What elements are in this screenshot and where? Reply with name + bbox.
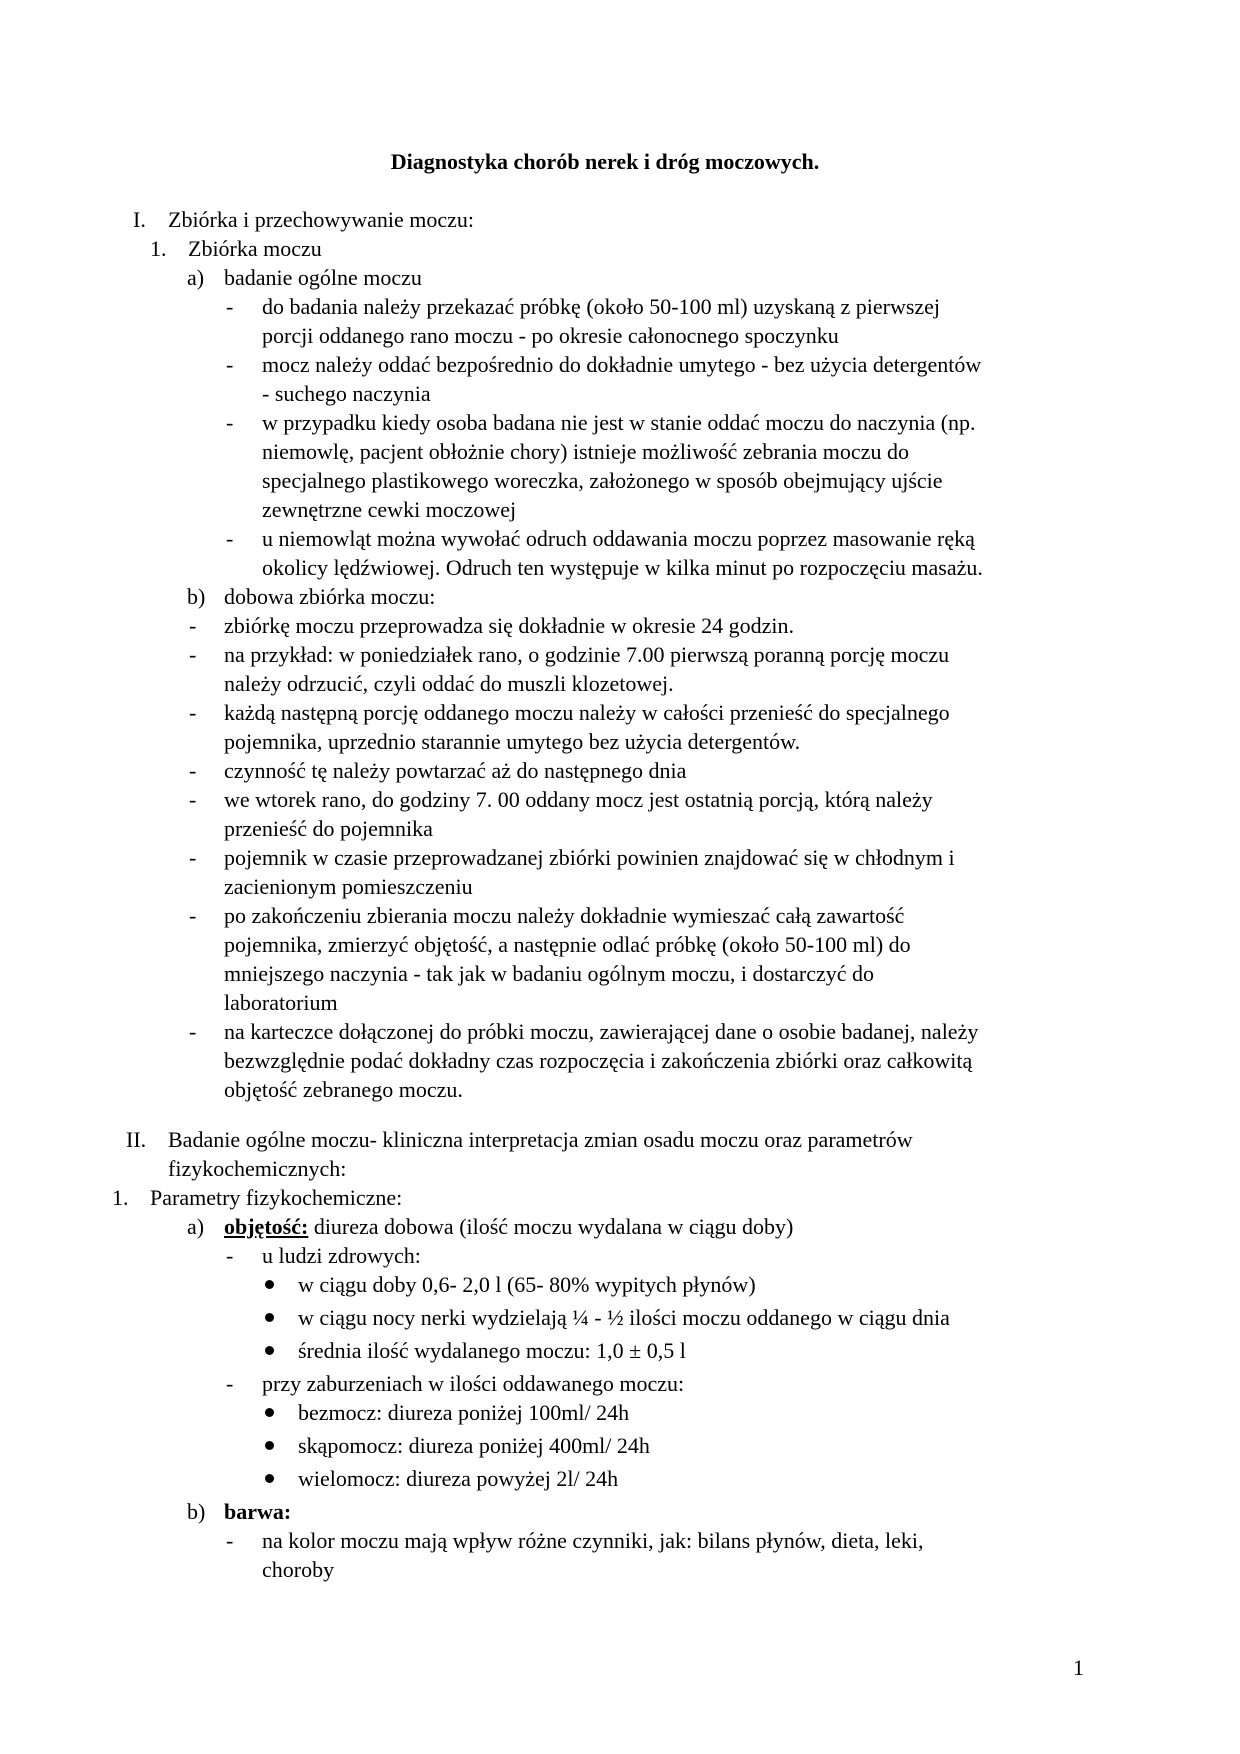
point-line: pojemnik w czasie przeprowadzanej zbiórki powinien znajdować się w chłodnym i xyxy=(224,845,955,870)
dash-marker: - xyxy=(189,758,197,783)
subsection-2-heading: Parametry fizykochemiczne: xyxy=(150,1185,403,1210)
point-line: zewnętrzne cewki moczowej xyxy=(262,497,517,522)
point-line: na karteczce dołączonej do próbki moczu, zawierającej dane o osobie badanej, należy xyxy=(224,1019,979,1044)
document-title: Diagnostyka chorób nerek i dróg moczowych. xyxy=(390,149,820,174)
point-line: pojemnika, zmierzyć objętość, a następnie odlać próbkę (około 50-100 ml) do xyxy=(224,932,911,957)
dash-marker: - xyxy=(189,700,197,725)
point-line: mniejszego naczynia - tak jak w badaniu ogólnym moczu, i dostarczyć do xyxy=(224,961,875,986)
point-line: pojemnika, uprzednio starannie umytego bez użycia detergentów. xyxy=(224,729,801,754)
bullet-text: w ciągu nocy nerki wydzielają ¼ - ½ ilości moczu oddanego w ciągu dnia xyxy=(298,1305,950,1330)
bullet-icon xyxy=(265,1408,274,1417)
bullet-icon xyxy=(265,1313,274,1322)
volume-label: objętość: xyxy=(224,1214,309,1239)
bullet-icon xyxy=(265,1474,274,1483)
dash-marker: - xyxy=(189,642,197,667)
bullet-text: skąpomocz: diureza poniżej 400ml/ 24h xyxy=(298,1433,650,1458)
point-line: porcji oddanego rano moczu - po okresie całonocnego spoczynku xyxy=(262,323,839,348)
subsection-1-number: 1. xyxy=(150,236,167,261)
color-label-line xyxy=(224,1497,291,1526)
dash-marker: - xyxy=(189,787,197,812)
dash-marker: - xyxy=(226,526,234,551)
point-line: choroby xyxy=(262,1557,335,1582)
dash-marker: - xyxy=(226,1243,234,1268)
color-label: barwa: xyxy=(224,1499,292,1524)
section-2-heading-cont: fizykochemicznych: xyxy=(168,1156,347,1181)
bullet-icon xyxy=(265,1280,274,1289)
point-line: - suchego naczynia xyxy=(262,381,431,406)
group-heading: u ludzi zdrowych: xyxy=(262,1243,421,1268)
point-line: po zakończeniu zbierania moczu należy dokładnie wymieszać całą zawartość xyxy=(224,903,905,928)
item-b-letter: b) xyxy=(187,584,206,609)
point-line: we wtorek rano, do godziny 7. 00 oddany mocz jest ostatnią porcją, którą należy xyxy=(224,787,933,812)
dash-marker: - xyxy=(226,294,234,319)
point-line: bezwzględnie podać dokładny czas rozpoczęcia i zakończenia zbiórki oraz całkowitą xyxy=(224,1048,973,1073)
point-line: laboratorium xyxy=(224,990,338,1015)
dash-marker: - xyxy=(226,352,234,377)
item-b-heading: dobowa zbiórka moczu: xyxy=(224,584,436,609)
bullet-text: wielomocz: diureza powyżej 2l/ 24h xyxy=(298,1466,619,1491)
point-line: zbiórkę moczu przeprowadza się dokładnie w okresie 24 godzin. xyxy=(224,613,794,638)
section-2-number: II. xyxy=(126,1127,147,1152)
dash-marker: - xyxy=(189,1019,197,1044)
point-line: okolicy lędźwiowej. Odruch ten występuje w kilka minut po rozpoczęciu masażu. xyxy=(262,555,983,580)
dash-marker: - xyxy=(226,410,234,435)
dash-marker: - xyxy=(189,845,197,870)
point-line: należy odrzucić, czyli oddać do muszli klozetowej. xyxy=(224,671,674,696)
page-number: 1 xyxy=(1073,1655,1084,1680)
point-line: zacienionym pomieszczeniu xyxy=(224,874,473,899)
volume-line xyxy=(224,1212,793,1241)
point-line: na kolor moczu mają wpływ różne czynniki, jak: bilans płynów, dieta, leki, xyxy=(262,1528,924,1553)
bullet-text: bezmocz: diureza poniżej 100ml/ 24h xyxy=(298,1400,630,1425)
point-line: objętość zebranego moczu. xyxy=(224,1077,463,1102)
point-line: każdą następną porcję oddanego moczu należy w całości przenieść do specjalnego xyxy=(224,700,950,725)
bullet-text: w ciągu doby 0,6- 2,0 l (65- 80% wypitych płynów) xyxy=(298,1272,756,1297)
point-line: przenieść do pojemnika xyxy=(224,816,433,841)
point-line: czynność tę należy powtarzać aż do następnego dnia xyxy=(224,758,687,783)
point-line: w przypadku kiedy osoba badana nie jest w stanie oddać moczu do naczynia (np. xyxy=(262,410,976,435)
dash-marker: - xyxy=(226,1371,234,1396)
section-1-number: I. xyxy=(133,207,146,232)
item-a-heading: badanie ogólne moczu xyxy=(224,265,422,290)
section-1-heading: Zbiórka i przechowywanie moczu: xyxy=(168,207,475,232)
point-line: niemowlę, pacjent obłożnie chory) istnieje możliwość zebrania moczu do xyxy=(262,439,909,464)
dash-marker: - xyxy=(189,613,197,638)
bullet-icon xyxy=(265,1346,274,1355)
point-line: mocz należy oddać bezpośrednio do dokładnie umytego - bez użycia detergentów xyxy=(262,352,982,377)
subsection-2-number: 1. xyxy=(112,1185,129,1210)
group-heading: przy zaburzeniach w ilości oddawanego moczu: xyxy=(262,1371,685,1396)
point-line: do badania należy przekazać próbkę (około 50-100 ml) uzyskaną z pierwszej xyxy=(262,294,941,319)
dash-marker: - xyxy=(226,1528,234,1553)
point-line: specjalnego plastikowego woreczka, założonego w sposób obejmujący ujście xyxy=(262,468,943,493)
item-a-letter: a) xyxy=(187,1214,205,1239)
item-a-letter: a) xyxy=(187,265,205,290)
bullet-icon xyxy=(265,1441,274,1450)
subsection-1-heading: Zbiórka moczu xyxy=(188,236,322,261)
point-line: na przykład: w poniedziałek rano, o godzinie 7.00 pierwszą poranną porcję moczu xyxy=(224,642,950,667)
section-2-heading: Badanie ogólne moczu- kliniczna interpretacja zmian osadu moczu oraz parametrów xyxy=(168,1127,913,1152)
point-line: u niemowląt można wywołać odruch oddawania moczu poprzez masowanie ręką xyxy=(262,526,975,551)
volume-text: diureza dobowa (ilość moczu wydalana w ciągu doby) xyxy=(308,1214,794,1239)
item-b-letter: b) xyxy=(187,1499,206,1524)
bullet-text: średnia ilość wydalanego moczu: 1,0 ± 0,5 l xyxy=(298,1338,686,1363)
dash-marker: - xyxy=(189,903,197,928)
